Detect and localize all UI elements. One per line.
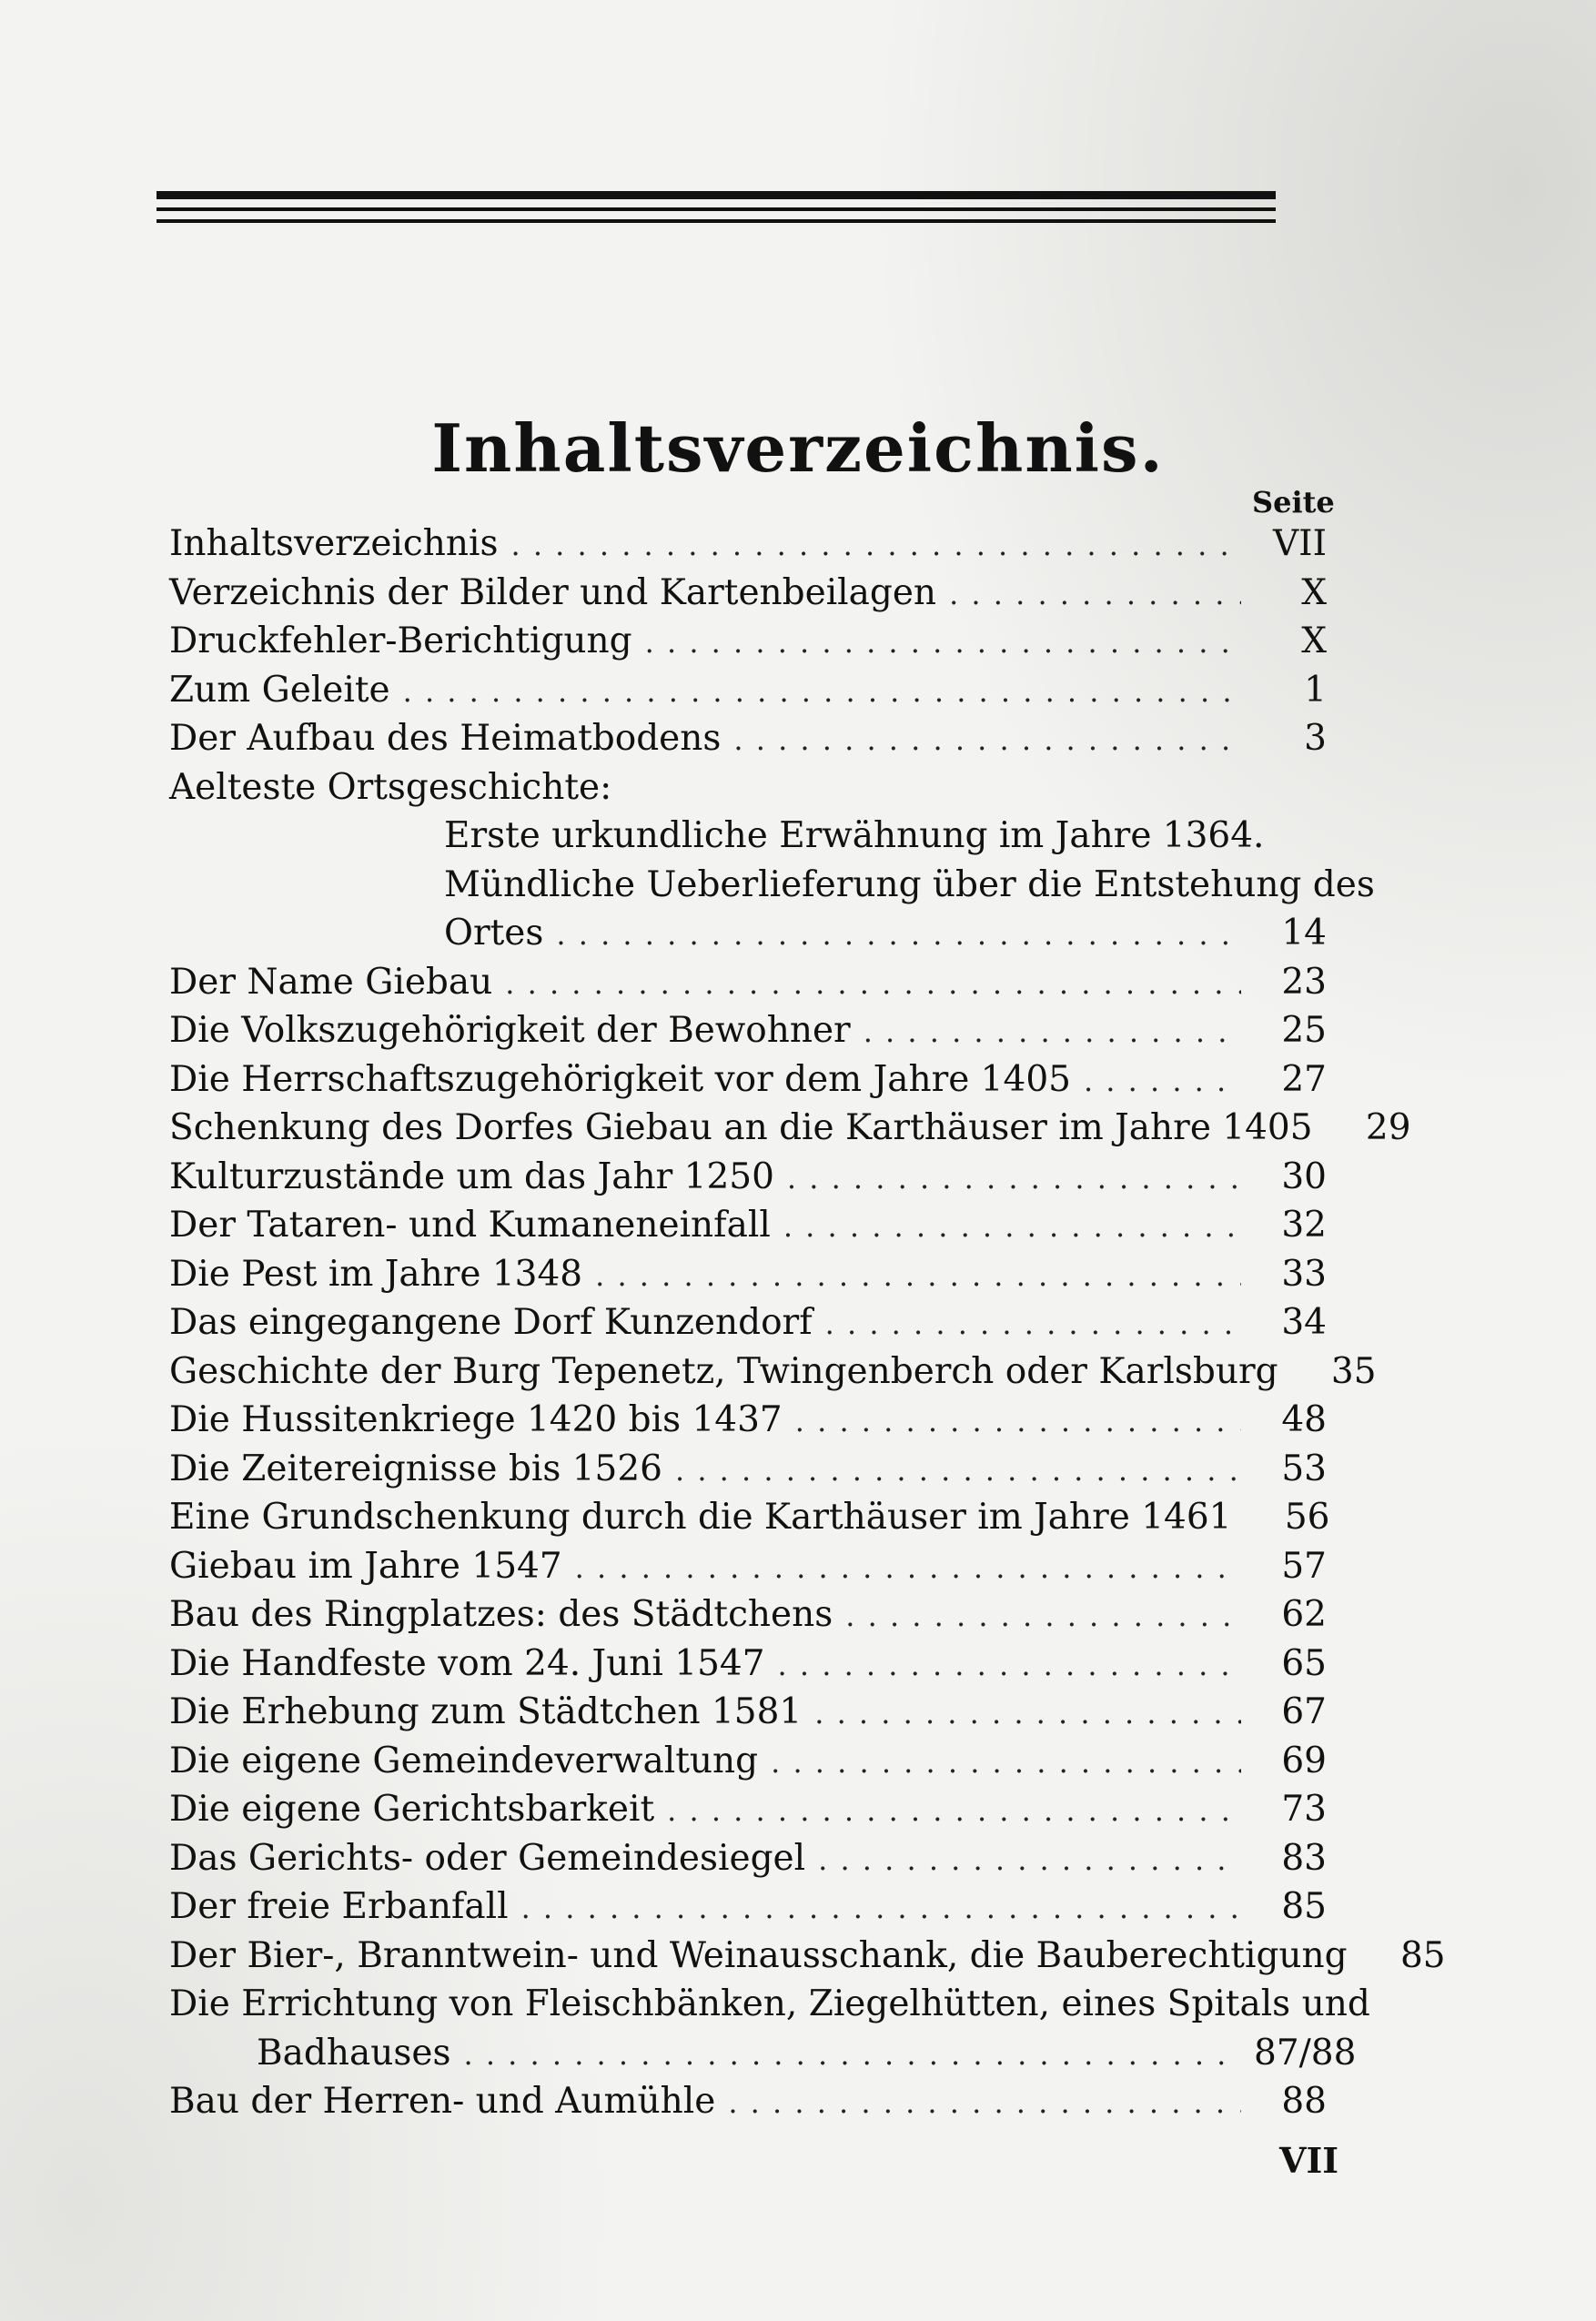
leader-dots	[787, 1156, 1241, 1197]
toc-label: Der Tataren- und Kumaneneinfall	[169, 1205, 771, 1246]
toc-label: Aelteste Ortsgeschichte:	[169, 766, 612, 808]
leader-dots	[667, 1789, 1241, 1830]
toc-entry	[169, 1691, 1327, 1741]
leader-dots	[728, 2081, 1241, 2122]
toc-label: Mündliche Ueberlieferung über die Entstehung des	[444, 863, 1375, 905]
toc-label: Badhauses	[257, 2032, 451, 2074]
rule-thin	[157, 207, 1276, 211]
toc-label: Der freie Erbanfall	[169, 1886, 509, 1927]
toc-label: Der Name Giebau	[169, 961, 493, 1003]
toc-page: 29	[1365, 1107, 1411, 1148]
leader-dots	[818, 1838, 1241, 1879]
leader-dots	[864, 1010, 1241, 1051]
leader-dots	[825, 1302, 1241, 1343]
toc-entry	[169, 863, 1375, 913]
toc-page: 48	[1281, 1399, 1327, 1440]
toc-label: Geschichte der Burg Tepenetz, Twingenberch oder Karlsburg	[169, 1350, 1278, 1392]
toc-label: Zum Geleite	[169, 669, 390, 711]
toc-entry	[169, 1156, 1327, 1206]
toc-label: Die Volkszugehörigkeit der Bewohner	[169, 1010, 851, 1051]
leader-dots	[771, 1741, 1241, 1781]
toc-page: 69	[1281, 1740, 1327, 1781]
toc-entry	[169, 913, 1327, 962]
toc-entry	[169, 2081, 1327, 2130]
header-rules	[157, 191, 1276, 223]
toc-page: 85	[1399, 1934, 1446, 1976]
toc-entry	[169, 815, 1327, 864]
toc-label: Eine Grundschenkung durch die Karthäuser im Jahre 1461	[169, 1497, 1232, 1538]
toc-entry	[169, 1010, 1327, 1059]
toc-entry	[169, 1254, 1327, 1303]
toc-label: Die Errichtung von Fleischbänken, Ziegelhütten, eines Spitals und	[169, 1983, 1370, 2024]
toc-entry	[169, 1059, 1327, 1108]
toc-page: 32	[1281, 1205, 1327, 1246]
toc-label: Schenkung des Dorfes Giebau an die Karthäuser im Jahre 1405	[169, 1107, 1313, 1148]
toc-label: Die eigene Gerichtsbarkeit	[169, 1789, 655, 1830]
leader-dots	[778, 1643, 1241, 1684]
toc-label: Die eigene Gemeindeverwaltung	[169, 1740, 759, 1781]
leader-dots	[521, 1886, 1241, 1927]
toc-entry	[169, 572, 1327, 621]
table-of-contents	[169, 523, 1446, 2130]
leader-dots	[675, 1448, 1241, 1489]
toc-entry	[169, 1350, 1377, 1400]
toc-entry	[169, 1448, 1327, 1498]
leader-dots	[733, 718, 1241, 759]
leader-dots	[595, 1254, 1241, 1295]
toc-page: 30	[1281, 1155, 1327, 1197]
leader-dots	[645, 621, 1241, 661]
toc-page: 25	[1281, 1010, 1327, 1051]
leader-dots	[510, 523, 1241, 564]
toc-label: Das Gerichts- oder Gemeindesiegel	[169, 1837, 806, 1879]
toc-page: 87/88	[1254, 2032, 1357, 2074]
toc-entry	[169, 962, 1327, 1011]
toc-page: 3	[1304, 718, 1327, 759]
leader-dots	[845, 1594, 1241, 1635]
toc-label: Die Herrschaftszugehörigkeit vor dem Jahre 1405	[169, 1058, 1071, 1100]
toc-page: 23	[1281, 961, 1327, 1003]
toc-page: 56	[1284, 1497, 1330, 1538]
toc-label: Verzeichnis der Bilder und Kartenbeilagen	[169, 571, 937, 613]
toc-page: 53	[1281, 1448, 1327, 1489]
toc-entry	[169, 1643, 1327, 1692]
toc-label: Erste urkundliche Erwähnung im Jahre 1364.	[444, 815, 1265, 856]
toc-entry	[169, 1741, 1327, 1790]
toc-page: 57	[1281, 1545, 1327, 1587]
leader-dots	[1084, 1059, 1241, 1100]
toc-entry	[169, 1302, 1327, 1351]
toc-entry	[169, 1205, 1327, 1254]
toc-page: X	[1301, 621, 1327, 661]
leader-dots	[814, 1691, 1241, 1732]
toc-label: Ortes	[444, 913, 544, 954]
toc-entry	[169, 670, 1327, 719]
toc-page: 1	[1304, 669, 1327, 711]
toc-entry	[169, 1497, 1330, 1546]
toc-page: 67	[1281, 1691, 1327, 1732]
toc-label: Bau der Herren- und Aumühle	[169, 2081, 716, 2122]
toc-entry	[169, 1983, 1370, 2033]
toc-entry	[169, 1399, 1327, 1448]
toc-label: Kulturzustände um das Jahr 1250	[169, 1155, 774, 1197]
toc-entry	[169, 1594, 1327, 1643]
leader-dots	[556, 913, 1241, 954]
toc-entry	[169, 718, 1327, 767]
toc-label: Die Erhebung zum Städtchen 1581	[169, 1691, 803, 1732]
rule-thick	[157, 191, 1276, 199]
toc-entry	[169, 621, 1327, 670]
toc-page: 33	[1281, 1253, 1327, 1295]
toc-page: 83	[1281, 1837, 1327, 1879]
toc-entry	[169, 2032, 1357, 2082]
toc-entry	[169, 767, 1327, 816]
toc-entry	[169, 1838, 1327, 1887]
toc-label: Bau des Ringplatzes: des Städtchens	[169, 1594, 833, 1635]
toc-label: Die Hussitenkriege 1420 bis 1437	[169, 1399, 783, 1440]
page-title: Inhaltsverzeichnis.	[431, 409, 1165, 487]
toc-entry	[169, 1546, 1327, 1595]
toc-entry	[169, 1886, 1327, 1935]
rule-thin	[157, 219, 1276, 223]
toc-entry	[169, 1107, 1411, 1156]
toc-page: 85	[1281, 1886, 1327, 1927]
toc-label: Die Zeitereignisse bis 1526	[169, 1448, 662, 1489]
page-number: VII	[1279, 2140, 1339, 2181]
toc-page: 27	[1281, 1058, 1327, 1100]
toc-entry	[169, 1789, 1327, 1838]
leader-dots	[463, 2033, 1241, 2074]
toc-entry	[169, 523, 1327, 572]
toc-label: Der Aufbau des Heimatbodens	[169, 718, 722, 759]
toc-label: Die Pest im Jahre 1348	[169, 1253, 583, 1295]
toc-label: Giebau im Jahre 1547	[169, 1545, 562, 1587]
toc-label: Der Bier-, Branntwein- und Weinausschank, die Bauberechtigung	[169, 1934, 1348, 1976]
toc-page: 14	[1281, 913, 1327, 954]
leader-dots	[795, 1399, 1241, 1440]
toc-page: 73	[1281, 1789, 1327, 1830]
toc-page: 65	[1281, 1642, 1327, 1684]
leader-dots	[505, 962, 1241, 1003]
toc-page: VII	[1273, 523, 1327, 564]
leader-dots	[575, 1546, 1241, 1587]
leader-dots	[403, 670, 1241, 711]
toc-page: 35	[1330, 1350, 1377, 1392]
toc-label: Druckfehler-Berichtigung	[169, 621, 632, 661]
toc-page: 62	[1281, 1594, 1327, 1635]
toc-label: Inhaltsverzeichnis	[169, 523, 499, 564]
toc-page: X	[1301, 571, 1327, 613]
leader-dots	[949, 572, 1241, 613]
leader-dots	[783, 1205, 1241, 1246]
toc-label: Das eingegangene Dorf Kunzendorf	[169, 1302, 813, 1343]
toc-page: 34	[1281, 1302, 1327, 1343]
toc-entry	[169, 1934, 1446, 1984]
toc-page: 88	[1281, 2081, 1327, 2122]
page-column-header: Seite	[1252, 485, 1335, 520]
toc-label: Die Handfeste vom 24. Juni 1547	[169, 1642, 765, 1684]
